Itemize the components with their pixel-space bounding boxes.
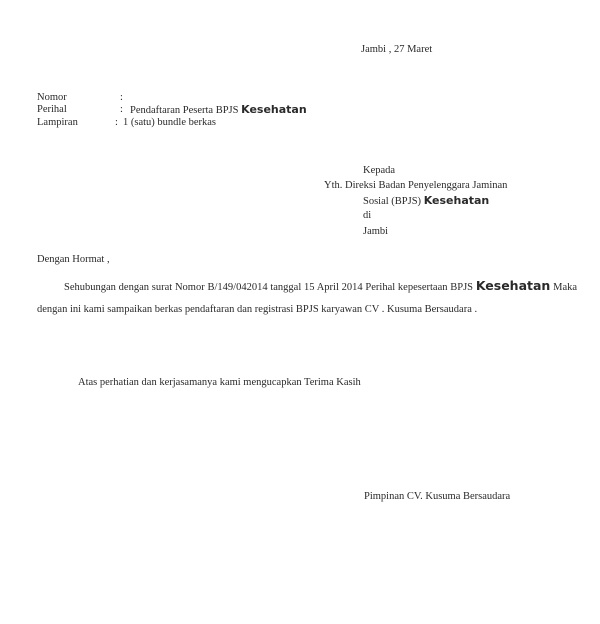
recipient-line-2-emphasis: Kesehatan (423, 194, 490, 207)
perihal-label: Perihal (37, 104, 67, 115)
body-paragraph-emphasis: Kesehatan (475, 278, 551, 293)
salutation: Dengan Hormat , (37, 254, 110, 265)
nomor-label: Nomor (37, 92, 67, 103)
recipient-kepada: Kepada (363, 165, 396, 176)
signature-line: Pimpinan CV. Kusuma Bersaudara (364, 491, 511, 502)
body-paragraph (37, 275, 577, 321)
nomor-separator: : (120, 92, 123, 103)
perihal-separator: : (120, 104, 123, 115)
perihal-value (130, 103, 307, 116)
perihal-text: Pendaftaran Peserta BPJS (130, 105, 239, 116)
body-paragraph-part-2: Maka dengan ini kami sampaikan berkas pendaftaran dan registrasi BPJS karyawan CV . Kusuma Bersaudara . (37, 282, 578, 315)
recipient-line-3: di (363, 210, 372, 221)
lampiran-separator: : (115, 117, 118, 128)
recipient-line-2-text: Sosial (BPJS) (363, 196, 422, 207)
recipient-line-2 (363, 194, 489, 207)
recipient-line-4: Jambi (363, 226, 389, 237)
place-date: Jambi , 27 Maret (361, 44, 433, 55)
perihal-emphasis: Kesehatan (241, 103, 307, 116)
recipient-line-1: Yth. Direksi Badan Penyelenggara Jaminan (324, 180, 508, 191)
closing-sentence: Atas perhatian dan kerjasamanya kami mengucapkan Terima Kasih (78, 377, 361, 388)
lampiran-label: Lampiran (37, 117, 78, 128)
body-paragraph-part-1: Sehubungan dengan surat Nomor B/149/042014 tanggal 15 April 2014 Perihal kepesertaan BPJS (64, 282, 474, 293)
lampiran-value: 1 (satu) bundle berkas (123, 117, 217, 128)
